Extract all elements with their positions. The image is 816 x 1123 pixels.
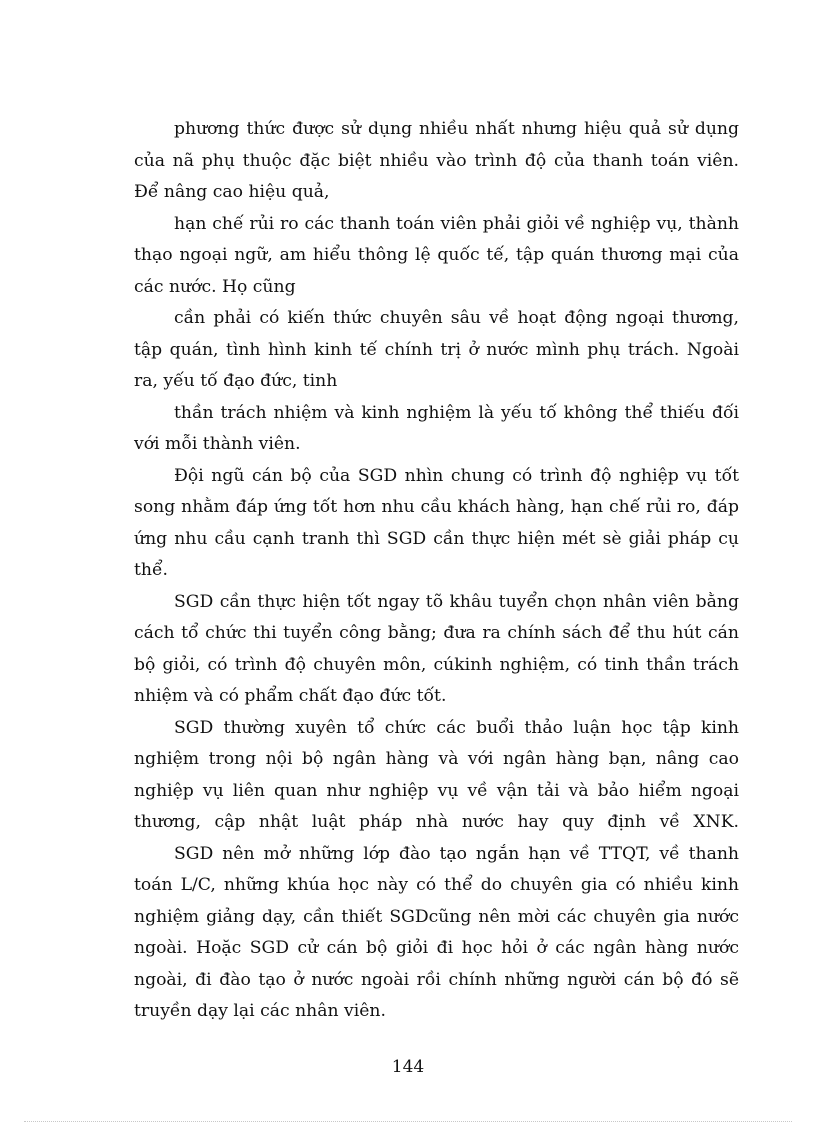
- paragraph-8: SGD nên mở những lớp đào tạo ngắn hạn về TTQT, về thanh toán L/C, những khúa học này có thể do chuyên gia có nhiều kinh nghiệm giảng dạy, cần thiết SGDcũng nên mời các chuyên gia nước ngoài. Hoặc SGD cử cán bộ giỏi đi học hỏi ở các ngân hàng nước ngoài, đi đào tạo ở nước ngoài rồi chính những người cán bộ đó sẽ truyền dạy lại các nhân viên.: [134, 843, 739, 1021]
- page-bottom-divider: [24, 1121, 792, 1122]
- paragraph-4: thần trách nhiệm và kinh nghiệm là yếu tố không thể thiếu đối với mỗi thành viên.: [134, 402, 739, 454]
- paragraph-7: SGD thường xuyên tổ chức các buổi thảo luận học tập kinh nghiệm trong nội bộ ngân hàng và với ngân hàng bạn, nâng cao nghiệp vụ liên quan như nghiệp vụ về vận tải và bảo hiểm ngoại thương, cập nhật luật pháp nhà nước hay quy định về XNK.: [134, 717, 739, 832]
- page-number: 144: [391, 1057, 425, 1077]
- body-text: [134, 114, 739, 1028]
- paragraph-2: hạn chế rủi ro các thanh toán viên phải giỏi về nghiệp vụ, thành thạo ngoại ngữ, am hiểu thông lệ quốc tế, tập quán thương mại của các nước. Họ cũng: [134, 213, 739, 297]
- paragraph-3: cần phải có kiến thức chuyên sâu về hoạt động ngoại thương, tập quán, tình hình kinh tế chính trị ở nước mình phụ trách. Ngoài ra, yếu tố đạo đức, tinh: [134, 308, 739, 391]
- paragraph-6: SGD cần thực hiện tốt ngay tõ khâu tuyển chọn nhân viên bằng cách tổ chức thi tuyển công bằng; đưa ra chính sách để thu hút cán bộ giỏi, có trình độ chuyên môn, cúkinh nghiệm, có tinh thần trách nhiệm và có phẩm chất đạo đức tốt.: [134, 591, 739, 706]
- paragraph-1: phương thức được sử dụng nhiều nhất nhưng hiệu quả sử dụng của nã phụ thuộc đặc biệt nhiều vào trình độ của thanh toán viên. Để nâng cao hiệu quả,: [134, 119, 739, 202]
- paragraph-5: Đội ngũ cán bộ của SGD nhìn chung có trình độ nghiệp vụ tốt song nhằm đáp ứng tốt hơn nhu cầu khách hàng, hạn chế rủi ro, đáp ứng nhu cầu cạnh tranh thì SGD cần thực hiện mét sè giải pháp cụ thể.: [134, 465, 739, 580]
